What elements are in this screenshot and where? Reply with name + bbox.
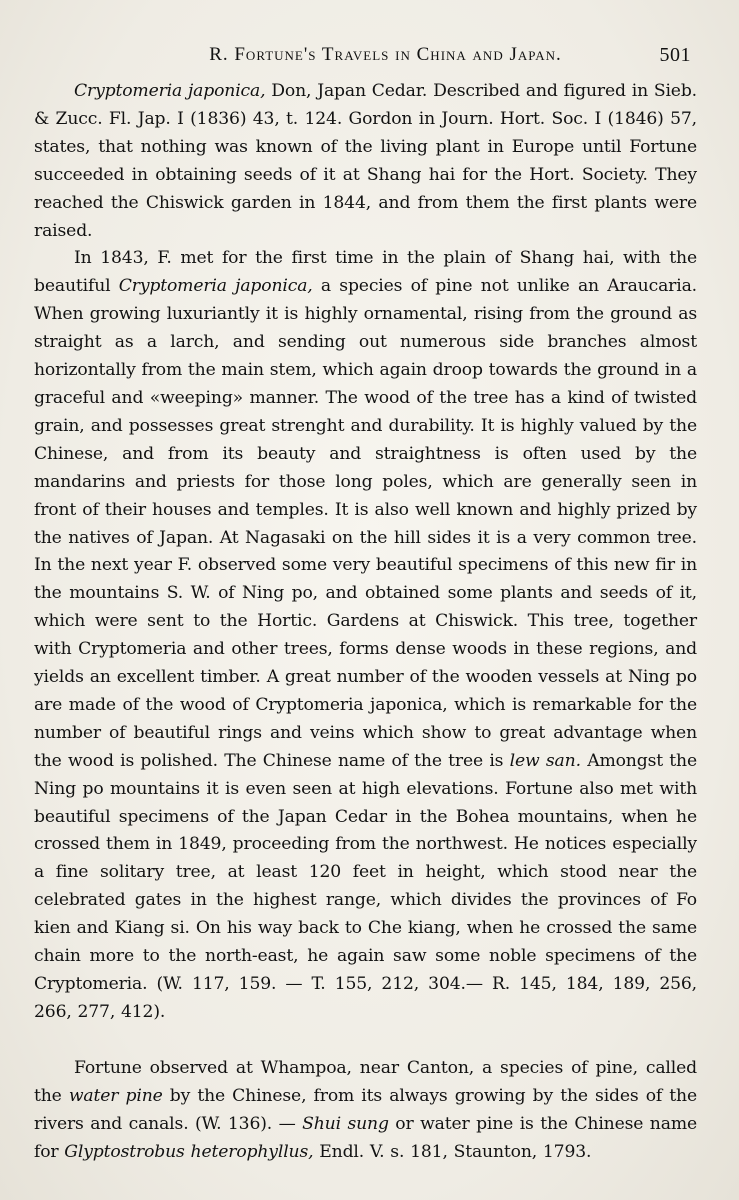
taxon-name: Cryptomeria japonica, [74,81,266,101]
text-run: In 1843, F. met for the first time in the plain of Shang hai, with the beautiful [34,248,697,297]
paragraph-fortune-observations [34,245,697,1026]
paragraph-cryptomeria-description [34,78,697,245]
paragraph-gap [34,1027,697,1055]
running-head [34,44,697,78]
chinese-name: lew san. [509,750,581,771]
running-head-title: R. Fortune's Travels in China and Japan. [209,44,562,65]
text-run: Amongst the Ning po mountains it is even seen at high elevations. Fortune also met with beautiful specimens of the Japan Cedar in the Bohea mountains, when he crossed them in 1849, proceeding from the northwest. He notices especially a fine solitary tree, at least 120 feet in height, which stood near the celebrated gates in the highest range, which divides the provinces of Fo kien and Kiang si. On his way back to Che kiang, when he crossed the same chain more to the north-east, he again saw some noble specimens of the Cryptomeria. (W. 117, 159. — T. 155, 212, 304.— R. 145, 184, 189, 256, 266, 277, 412). [34,750,697,1022]
text-run: by the Chinese, from its always growing by the sides of the rivers and canals. (W. 136). — [34,1085,697,1134]
text-run: Fortune observed at Whampoa, near Canton, a species of pine, called the [34,1057,697,1106]
taxon-name: Glyptostrobus heterophyllus, [64,1141,314,1162]
common-name: water pine [68,1085,163,1106]
text-run: Endl. V. s. 181, Staunton, 1793. [313,1141,592,1162]
chinese-name: Shui sung [302,1113,389,1134]
text-run: a species of pine not unlike an Araucaria. When growing luxuriantly it is highly ornamental, rising from the ground as straight as a larch, and sending out numerous side branches almost horizontally from the main stem, which again droop towards the ground in a graceful and «weeping» manner. The wood of the tree has a kind of twisted grain, and possesses great strenght and durability. It is highly valued by the Chinese, and from its beauty and straightness is often used by the mandarins and priests for those long poles, which are generally seen in front of their houses and temples. It is also well known and highly prized by the natives of Japan. At Nagasaki on the hill sides it is a very common tree. In the next year F. observed some very beautiful specimens of this new fir in the mountains S. W. of Ning po, and obtained some plants and seeds of it, which were sent to the Hortic. Gardens at Chiswick. This tree, together with Cryptomeria and other trees, forms dense woods in these regions, and yields an excellent timber. A great number of the wooden vessels at Ning po are made of the wood of Cryptomeria japonica, which is remarkable for the number of beautiful rings and veins which show to great advantage when the wood is polished. The Chinese name of the tree is [34,276,697,771]
paragraph-water-pine [34,1055,697,1167]
taxon-name: Cryptomeria japonica, [118,276,313,297]
text-run: or water pine is the Chinese name for [34,1113,697,1162]
page-number: 501 [659,44,691,66]
text-run: Don, Japan Cedar. Described and figured in Sieb. & Zucc. Fl. Jap. I (1836) 43, t. 124. Gordon in Journ. Hort. Soc. I (1846) 57, states, that nothing was known of the living plant in Europe until Fortune succeeded in obtaining seeds of it at Shang hai for the Hort. Society. They reached the Chiswick garden in 1844, and from them the first plants were raised. [34,81,697,241]
